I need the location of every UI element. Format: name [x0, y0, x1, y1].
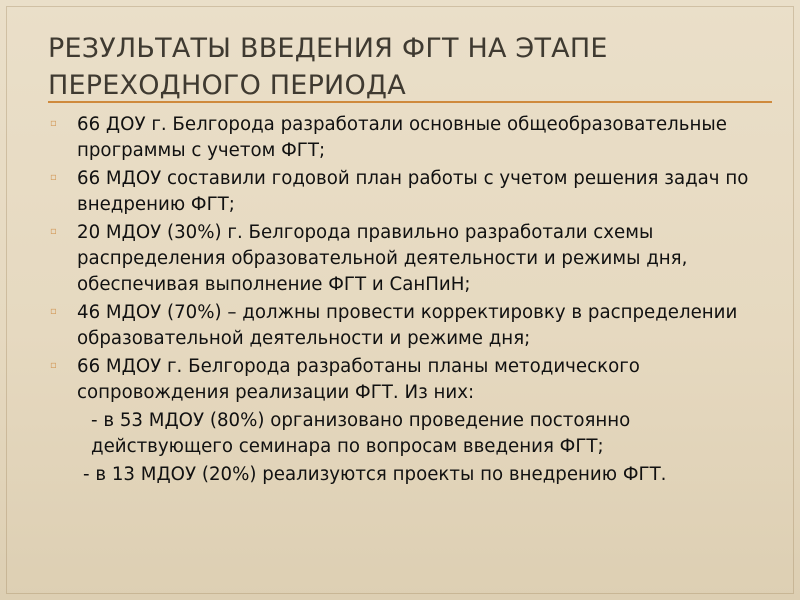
square-bullet-icon: ▫: [50, 306, 57, 317]
sub-item-text: - в 13 МДОУ (20%) реализуются проекты по внедрению ФГТ.: [83, 464, 667, 485]
bullet-text: 66 МДОУ г. Белгорода разработаны планы методического сопровождения реализации ФГТ. Из них:: [77, 356, 640, 403]
sub-item-1: [48, 408, 768, 460]
slide-title-line-1: РЕЗУЛЬТАТЫ ВВЕДЕНИЯ ФГТ НА ЭТАПЕ: [48, 33, 608, 64]
bullet-text: 66 ДОУ г. Белгорода разработали основные общеобразовательные программы с учетом ФГТ;: [77, 114, 727, 161]
bullet-item-1: [48, 112, 768, 164]
bullet-text: 20 МДОУ (30%) г. Белгорода правильно разработали схемы распределения образовательной деятельности и режимы дня, обеспечивая выполнение ФГТ и СанПиН;: [77, 222, 688, 295]
bullet-text: 66 МДОУ составили годовой план работы с учетом решения задач по внедрению ФГТ;: [77, 168, 749, 215]
slide-title: [48, 30, 748, 104]
bullet-text: 46 МДОУ (70%) – должны провести корректировку в распределении образовательной деятельности и режиме дня;: [77, 302, 738, 349]
sub-item-text: - в 53 МДОУ (80%) организовано проведение постоянно действующего семинара по вопросам введения ФГТ;: [91, 410, 631, 457]
bullet-item-2: [48, 166, 768, 218]
square-bullet-icon: ▫: [50, 118, 57, 129]
title-divider: [48, 101, 772, 103]
bullet-item-5: [48, 354, 768, 406]
slide-content: [48, 112, 768, 490]
bullet-item-4: [48, 300, 768, 352]
bullet-item-3: [48, 220, 768, 298]
square-bullet-icon: ▫: [50, 226, 57, 237]
slide-title-line-2: ПЕРЕХОДНОГО ПЕРИОДА: [48, 70, 406, 101]
sub-item-2: [48, 462, 768, 488]
square-bullet-icon: ▫: [50, 172, 57, 183]
square-bullet-icon: ▫: [50, 360, 57, 371]
